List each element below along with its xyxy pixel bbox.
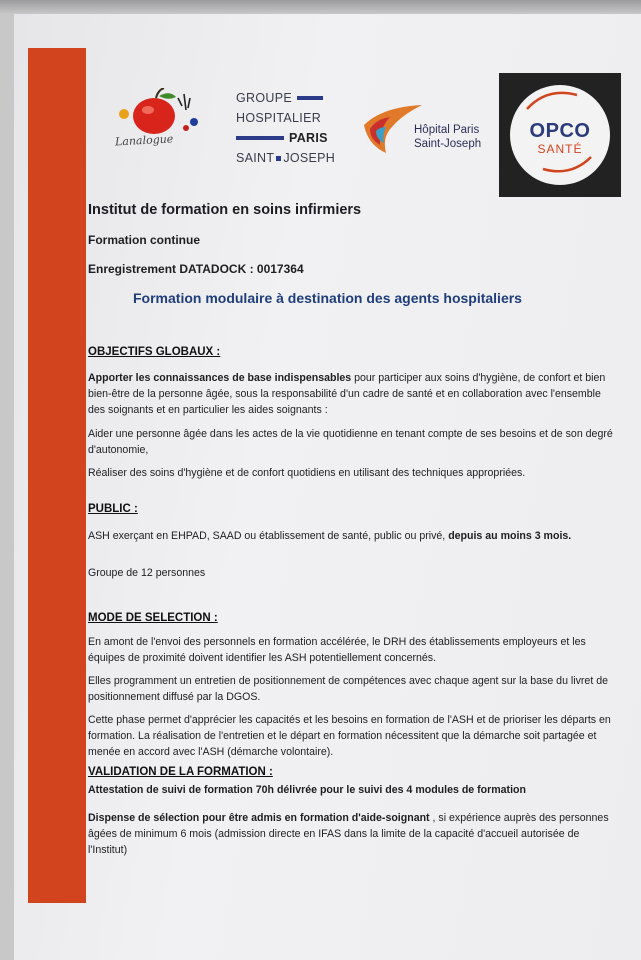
selection-paragraph-1: En amont de l'envoi des personnels en formation accélérée, le DRH des établissements employeurs et les équipes de proximité doivent identifier les ASH potentiellement concernés. bbox=[88, 636, 586, 664]
objectifs-heading: OBJECTIFS GLOBAUX : bbox=[88, 346, 221, 358]
objectifs-rest: pour participer aux soins d'hygiène, de confort et bien bien-être de la personne âgée, sous la responsabilité d'un cadre de santé et en collaboration avec l'ensemble des soignants et en particulier les aides soignants : bbox=[88, 372, 606, 416]
red-margin-bar bbox=[28, 48, 86, 903]
screen-edge bbox=[0, 0, 641, 14]
public-paragraph bbox=[88, 528, 613, 544]
hospital-name-line-2: Saint-Joseph bbox=[414, 138, 482, 150]
public-main: ASH exerçant en EHPAD, SAAD ou établissement de santé, public ou privé, bbox=[88, 530, 449, 542]
objectifs-paragraph-2: Aider une personne âgée dans les actes de la vie quotidienne en tenant compte de ses besoins et de son degré d'autonomie, bbox=[88, 428, 613, 456]
handwritten-apple-logo bbox=[112, 88, 222, 158]
hospital-emblem-icon bbox=[362, 105, 422, 155]
opco-name: OPCO bbox=[529, 120, 591, 142]
selection-paragraph-3: Cette phase permet d'apprécier les capacités et les besoins en formation de l'ASH et de prioriser les départs en formation. La réalisation de l'entretien et le départ en formation nécessitent que la démarche soit partagée et menée en accord avec l'ASH (démarche volontaire). bbox=[88, 714, 611, 758]
continuing-education: Formation continue bbox=[88, 233, 200, 247]
gh-line-1: GROUPE bbox=[236, 91, 292, 105]
institute-title: Institut de formation en soins infirmiers bbox=[88, 202, 362, 218]
validation-dispense bbox=[88, 810, 613, 858]
opco-subtitle: SANTÉ bbox=[537, 142, 583, 156]
dispense-rest: , si expérience auprès des personnes âgées de minimum 6 mois (admission directe en IFAS dans la limite de la capacité d'accueil autorisée de l'Institut) bbox=[88, 812, 609, 856]
objectifs-paragraph-1 bbox=[88, 370, 613, 418]
datadock-registration: Enregistrement DATADOCK : 0017364 bbox=[88, 262, 304, 276]
selection-paragraph-2: Elles programment un entretien de positionnement de compétences avec chaque agent sur la base du livret de positionnement diffusé par la DGOS. bbox=[88, 675, 608, 703]
gh-line-4: SAINT bbox=[236, 151, 275, 165]
group-size: Groupe de 12 personnes bbox=[88, 567, 206, 579]
validation-attestation: Attestation de suivi de formation 70h délivrée pour le suivi des 4 modules de formation bbox=[88, 784, 526, 796]
selection-heading: MODE DE SELECTION : bbox=[88, 612, 218, 624]
hopital-saint-joseph-logo bbox=[362, 105, 497, 155]
public-heading: PUBLIC : bbox=[88, 503, 138, 515]
public-duration: depuis au moins 3 mois. bbox=[448, 530, 572, 542]
validation-heading: VALIDATION DE LA FORMATION : bbox=[88, 766, 273, 778]
handwritten-signature: Lanalogue bbox=[114, 132, 174, 149]
objectifs-bold: Apporter les connaissances de base indispensables bbox=[88, 372, 352, 384]
gh-line-3: PARIS bbox=[289, 131, 328, 145]
gh-line-5: JOSEPH bbox=[283, 151, 336, 165]
dispense-bold: Dispense de sélection pour être admis en formation d'aide-soignant bbox=[88, 812, 430, 824]
opco-sante-logo bbox=[499, 73, 621, 197]
gh-line-2: HOSPITALIER bbox=[236, 111, 322, 125]
course-title: Formation modulaire à destination des agents hospitaliers bbox=[133, 290, 522, 306]
objectifs-paragraph-3: Réaliser des soins d'hygiène et de confort quotidiens en utilisant des techniques appropriées. bbox=[88, 467, 526, 479]
groupe-hospitalier-logo bbox=[236, 88, 356, 168]
hospital-name-line-1: Hôpital Paris bbox=[414, 124, 480, 136]
